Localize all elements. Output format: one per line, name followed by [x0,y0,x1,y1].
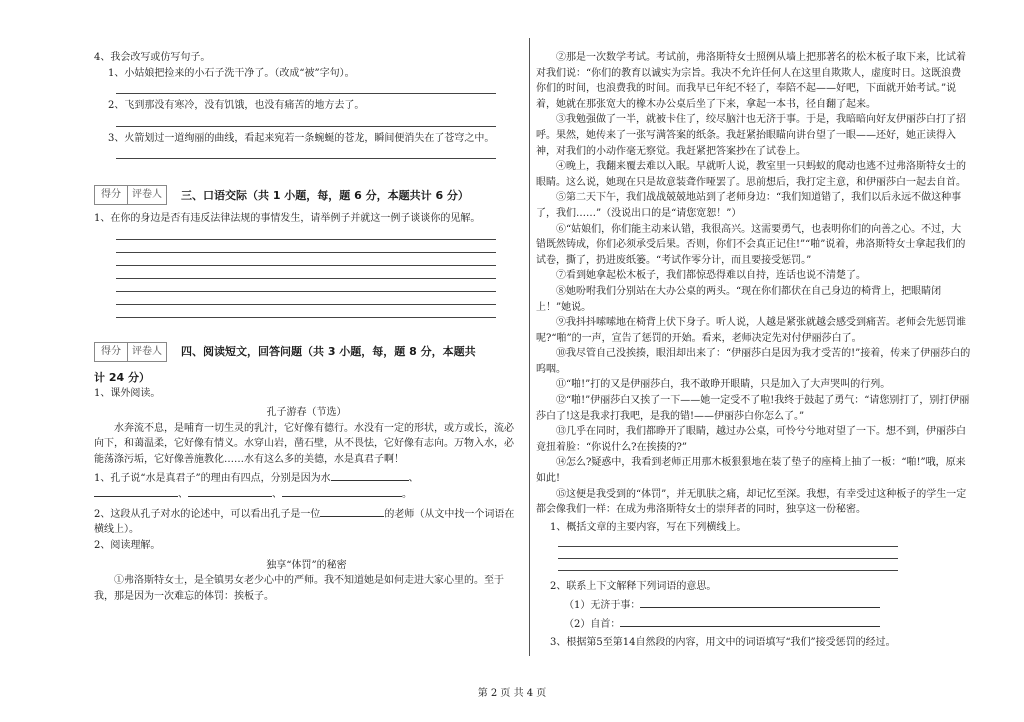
para-5: ⑤第二天下午，我们战战兢兢地站到了老师身边：“我们知道错了，我们以后永远不做这种事了，我们……”（没说出口的是“请您宽恕！”） [536,192,962,219]
fill-blank[interactable] [282,486,402,497]
answer-line[interactable] [116,238,496,240]
reading-1-q2: 2、这段从孔子对水的论述中，可以看出孔子是一位 的老师（从文中找一个词语在横线上）。 [94,506,519,538]
para-10: ⑩我尽管自己没挨揍，眼泪却出来了：“伊丽莎白是因为我才受苦的!”接着，传来了伊丽莎白的呜咽。 [536,348,971,375]
score-label: 得分 [95,186,128,204]
question-3: 3、根据第5至第14自然段的内容，用文中的词语填写“我们”接受惩罚的经过。 [550,637,896,649]
question-2: 2、联系上下文解释下列词语的意思。 [550,581,717,593]
reading-1-q1: 1、孔子说“水是真君子”的理由有四点，分别是因为水 、 、 、 。 [94,470,519,503]
section4-title: 四、阅读短文，回答问题（共 3 小题，每，题 8 分，本题共 [181,345,476,359]
answer-line[interactable] [116,264,496,266]
score-box [94,342,167,362]
q4-title: 4、我会改写或仿写句子。 [94,52,211,63]
section4-title-cont: 计 24 分） [94,370,150,384]
q4-item-2: 2、飞到那没有寒冷，没有饥饿，也没有痛苦的地方去了。 [108,100,365,112]
answer-line[interactable] [116,290,496,292]
answer-line[interactable] [558,557,898,559]
para-8: ⑧她吩咐我们分别站在大办公桌的两头。“现在你们都伏在自己身边的椅背上，把眼睛闭上！”她说。 [536,285,942,313]
answer-line[interactable] [558,545,898,547]
para-14: ⑭怎么?疑惑中，我看到老师正用那木板狠狠地在装了垫子的座椅上抽了一板：“啪!”哦，原来如此! [536,457,966,485]
reading-2-title: 独享“体罚”的秘密 [266,559,347,571]
para-2: ②那是一次数学考试。考试前，弗洛斯特女士照例从墙上把那著名的松木板子取下来，比试着对我们说：“你们的教育以诚实为宗旨。我决不允许任何人在这里自欺欺人，虚度时日。这既浪费你们的时间，也浪费我的时间。而我早已年纪不轻了，奉陪不起——好吧，下面就开始考试。”说着，她就在那张宽大的橡木办公桌后坐了下来，拿起一本书，径自翻了起来。 [536,52,966,110]
q4-item-1: 1、小姑娘把捡来的小石子洗干净了。（改成“被”字句）。 [108,67,355,79]
para-9: ⑨我抖抖嗦嗦地在椅背上伏下身子。听人说，人越是紧张就越会感受到痛苦。老师会先惩罚谁呢?“啪”的一声，宣告了惩罚的开始。看来，老师决定先对付伊丽莎白了。 [536,317,966,344]
section3-question: 1、在你的身边是否有违反法律法规的事情发生，请举例子并就这一例子谈谈你的见解。 [94,213,481,225]
answer-line[interactable] [116,92,496,94]
left-column [94,50,519,604]
answer-line[interactable] [116,316,496,318]
para-7: ⑦看到她拿起松木板子，我们都惊恐得难以自持，连话也说不清楚了。 [556,270,866,282]
answer-line[interactable] [116,277,496,279]
question-1: 1、概括文章的主要内容，写在下列横线上。 [550,521,747,533]
fill-blank[interactable] [620,616,880,627]
reading-1-label: 1、课外阅读。 [94,387,161,399]
fill-blank[interactable] [94,486,178,497]
para-11: ⑪“啪!”打的又是伊丽莎白，我不敢睁开眼睛，只是加入了大声哭叫的行列。 [556,379,891,391]
para-3: ③我勉强做了一半，就被卡住了，绞尽脑汁也无济于事。于是，我暗暗向好友伊丽莎白打了招呼。果然，她传来了一张写满答案的纸条。我赶紧抬眼瞄向讲台望了一眼——还好，她正读得入神，对我们的小动作毫无察觉。我赶紧把答案抄在了试卷上。 [536,114,966,157]
column-divider [529,38,530,656]
reading-1-text: 水奔流不息，是哺育一切生灵的乳汁，它好像有德行。水没有一定的形状，或方或长，流必向下，和蔼温柔，它好像有情义。水穿山岩，凿石壁，从不畏怯，它好像有志向。万物入水，必能荡涤污垢，它好像善施教化……水有这么多的美德，水是真君子啊！ [94,422,514,465]
score-box [94,185,167,205]
grader-label: 评卷人 [132,345,162,357]
fill-blank[interactable] [331,470,409,481]
reading-2-p1: ①弗洛斯特女士，是全镇男女老少心中的严师。我不知道她是如何走进大家心里的。至于我，那是因为一次难忘的体罚：挨板子。 [94,575,504,602]
score-label: 得分 [95,343,128,361]
para-13: ⑬几乎在同时，我们都睁开了眼睛，越过办公桌，可怜兮兮地对望了一下。想不到，伊丽莎白竟扭着脸：“你说什么?在挨揍的?” [536,426,966,453]
reading-2-label: 2、阅读理解。 [94,539,161,551]
para-4: ④晚上，我翻来覆去难以入眠。早就听人说，教室里一只蚂蚁的爬动也逃不过弗洛斯特女士的眼睛。这么说，她现在只是故意装聋作哑罢了。思前想后，我打定主意，和伊丽莎白一起去自首。 [536,161,966,188]
para-15: ⑮这便是我受到的“体罚”，并无肌肤之痛，却记忆至深。我想，有幸受过这种板子的学生一定都会像我们一样：在成为弗洛斯特女士的崇拜者的同时，独享这一份秘密。 [536,488,967,516]
answer-line[interactable] [116,157,496,159]
fill-blank[interactable] [320,506,384,517]
answer-line[interactable] [116,125,496,127]
section4-header [94,342,519,362]
right-column [536,50,971,651]
fill-blank[interactable] [640,597,880,608]
section3-title: 三、口语交际（共 1 小题，每，题 6 分，本题共计 6 分） [181,188,469,202]
section3-header [94,185,519,205]
para-6: ⑥“姑娘们，你们能主动来认错，我很高兴。这需要勇气，也表明你们的向善之心。不过，大错既然铸成，你们必须承受后果。否则，你们不会真正记住!”“啪”说着，弗洛斯特女士拿起我们的试卷，撕了，扔进废纸篓。“考试作零分计，而且要接受惩罚。” [536,223,966,266]
answer-line[interactable] [116,303,496,305]
grader-label: 评卷人 [132,189,162,201]
answer-line[interactable] [558,569,898,571]
fill-blank[interactable] [188,486,272,497]
reading-1-title: 孔子游春（节选） [266,407,347,419]
answer-line[interactable] [116,251,496,253]
para-12: ⑫“啪!”伊丽莎白又挨了一下——她一定受不了啦!我终于鼓起了勇气：“请您别打了，别打伊丽莎白了!这是我求打我吧，是我的错!——伊丽莎白你怎么了。” [536,395,970,422]
question-2-item-2: （2）自首： [536,616,971,633]
question-2-item-1: （1）无济于事： [536,597,971,614]
page-footer: 第 2 页 共 4 页 [477,688,547,699]
q4-item-3: 3、火箭划过一道绚丽的曲线，看起来宛若一条蜿蜒的苍龙，瞬间便消失在了苍穹之中。 [108,132,495,144]
